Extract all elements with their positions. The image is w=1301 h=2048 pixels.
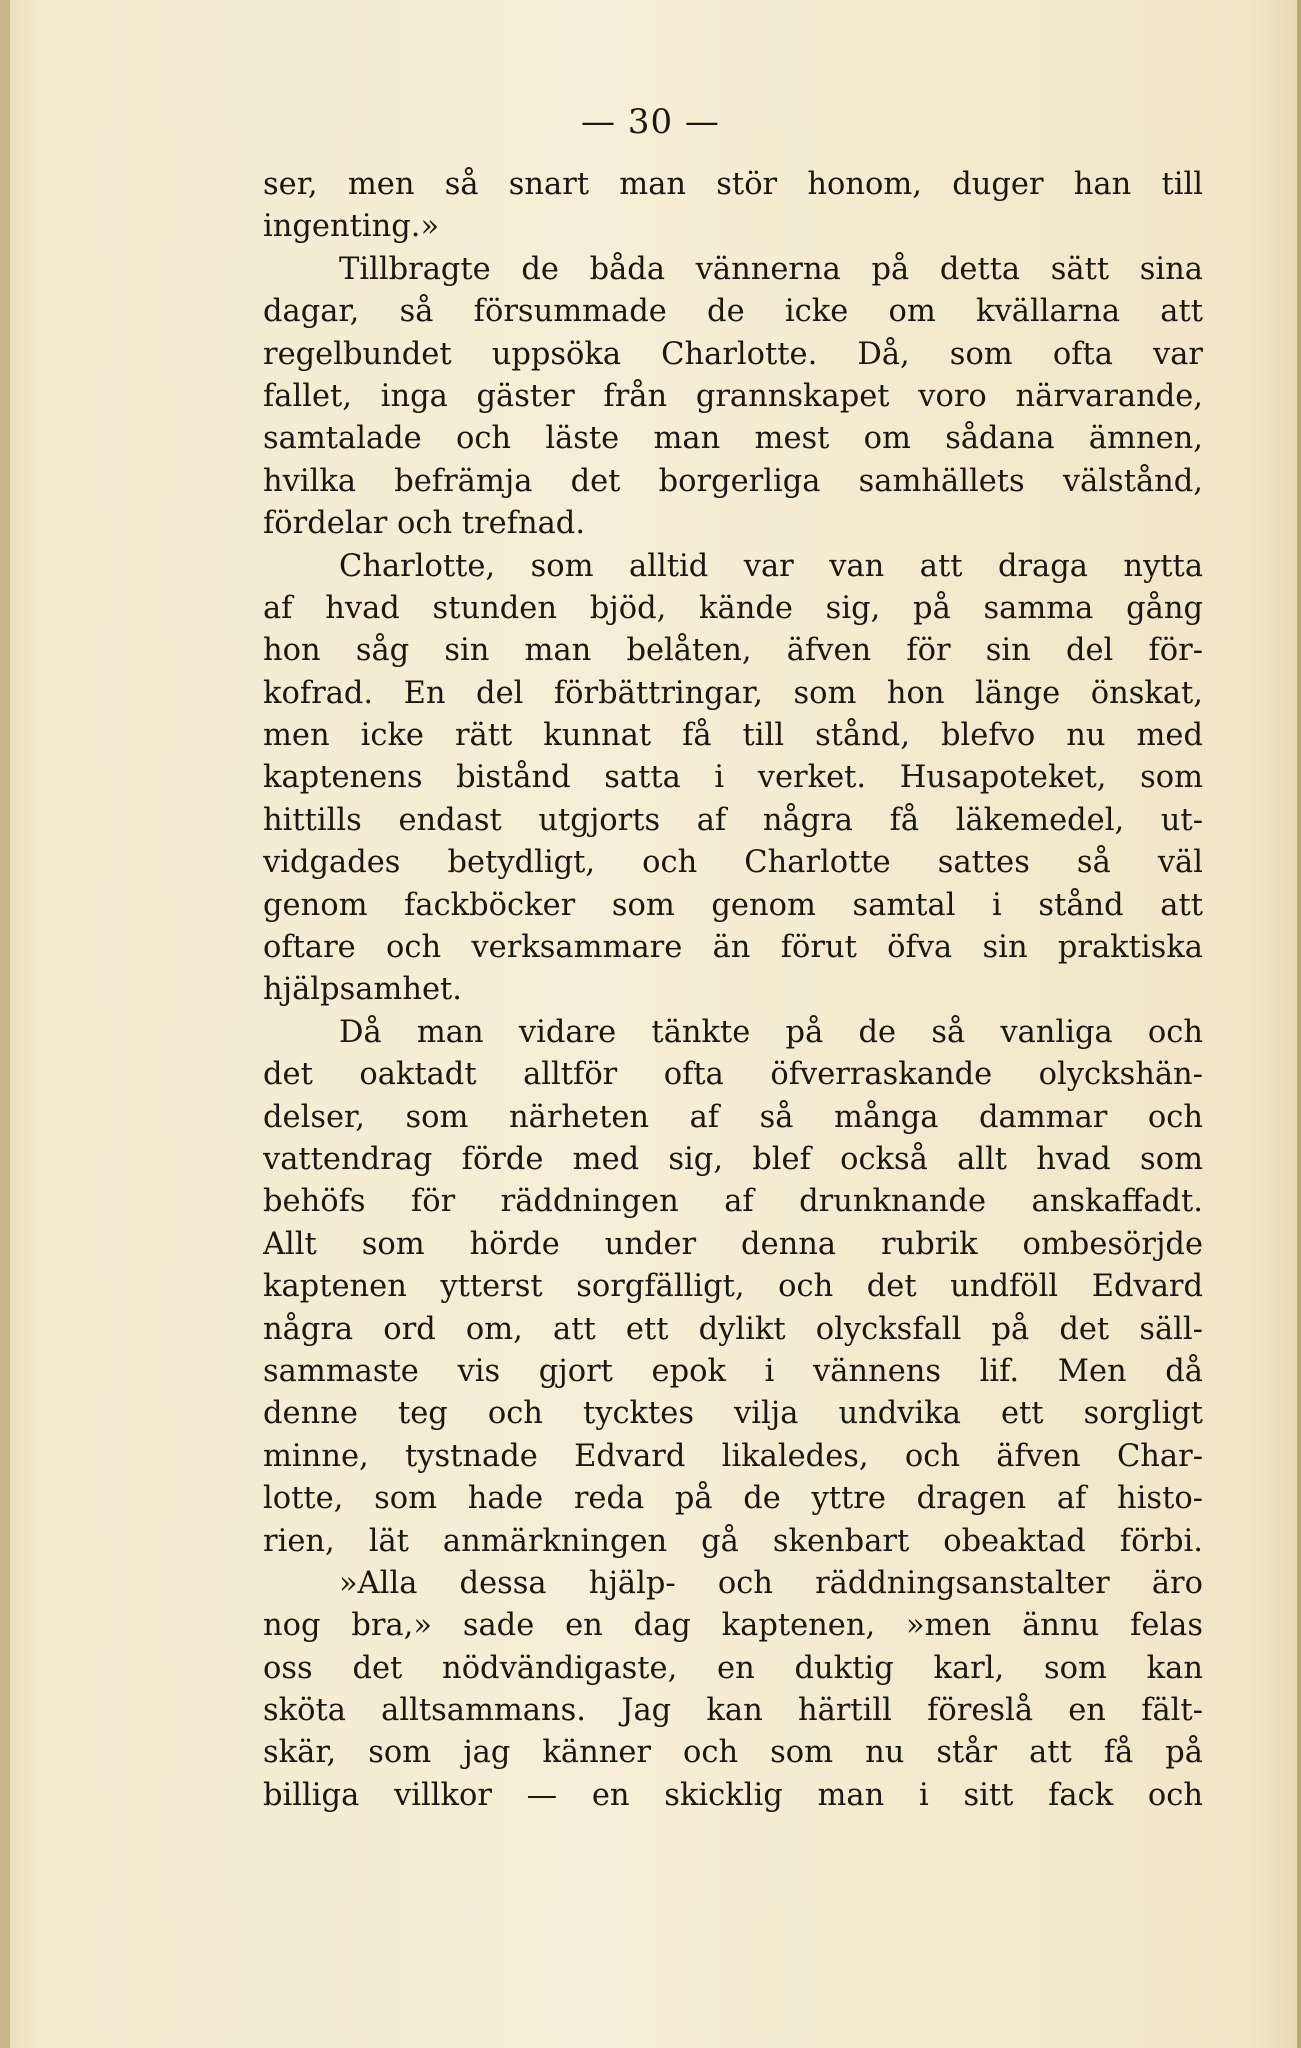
text-line: hittills endast utgjorts af några få läkemedel, ut- bbox=[263, 802, 1203, 838]
text-line: regelbundet uppsöka Charlotte. Då, som ofta var bbox=[263, 336, 1203, 372]
page-number: — 30 — bbox=[581, 102, 720, 142]
text-line: Allt som hörde under denna rubrik ombesörjde bbox=[263, 1226, 1203, 1262]
text-line: hvilka befrämja det borgerliga samhällets välstånd, bbox=[263, 463, 1203, 499]
text-line: vidgades betydligt, och Charlotte sattes så väl bbox=[263, 845, 1203, 881]
text-line: behöfs för räddningen af drunknande anskaffadt. bbox=[263, 1184, 1203, 1220]
text-line: Då man vidare tänkte på de så vanliga och bbox=[339, 1014, 1203, 1050]
text-line: billiga villkor — en skicklig man i sitt fack och bbox=[263, 1777, 1203, 1813]
text-line: sammaste vis gjort epok i vännens lif. Men då bbox=[263, 1353, 1203, 1389]
text-line: dagar, så försummade de icke om kvällarna att bbox=[263, 294, 1203, 330]
text-line: kofrad. En del förbättringar, som hon länge önskat, bbox=[263, 675, 1203, 711]
page-right-edge bbox=[1297, 0, 1301, 2048]
text-line: skär, som jag känner och som nu står att få på bbox=[263, 1735, 1203, 1771]
text-line: ingenting.» bbox=[263, 209, 440, 245]
text-line: kaptenen ytterst sorgfälligt, och det undföll Edvard bbox=[263, 1269, 1203, 1305]
text-line: af hvad stunden bjöd, kände sig, på samma gång bbox=[263, 590, 1203, 626]
text-line: det oaktadt alltför ofta öfverraskande olyckshän- bbox=[263, 1057, 1203, 1093]
text-line: några ord om, att ett dylikt olycksfall på det säll- bbox=[263, 1311, 1203, 1347]
text-line: minne, tystnade Edvard likaledes, och äfven Char- bbox=[263, 1438, 1203, 1474]
text-line: delser, som närheten af så många dammar och bbox=[263, 1099, 1203, 1135]
text-line: nog bra,» sade en dag kaptenen, »men ännu felas bbox=[263, 1608, 1203, 1644]
text-line: denne teg och tycktes vilja undvika ett sorgligt bbox=[263, 1396, 1203, 1432]
text-line: oss det nödvändigaste, en duktig karl, som kan bbox=[263, 1650, 1203, 1686]
text-line: rien, lät anmärkningen gå skenbart obeaktad förbi. bbox=[263, 1523, 1203, 1559]
text-line: kaptenens bistånd satta i verket. Husapoteket, som bbox=[263, 760, 1203, 796]
text-line: oftare och verksammare än förut öfva sin praktiska bbox=[263, 930, 1203, 966]
text-line: hon såg sin man belåten, äfven för sin del för- bbox=[263, 633, 1203, 669]
text-line: vattendrag förde med sig, blef också allt hvad som bbox=[263, 1141, 1203, 1177]
text-line: hjälpsamhet. bbox=[263, 972, 462, 1008]
text-line: fördelar och trefnad. bbox=[263, 506, 586, 542]
text-line: »Alla dessa hjälp- och räddningsanstalter äro bbox=[339, 1565, 1203, 1601]
text-line: Tillbragte de båda vännerna på detta sätt sina bbox=[339, 251, 1203, 287]
body-text bbox=[263, 164, 1203, 1817]
text-line: genom fackböcker som genom samtal i stånd att bbox=[263, 887, 1203, 923]
text-line: samtalade och läste man mest om sådana ämnen, bbox=[263, 421, 1203, 457]
page-binding-edge bbox=[0, 0, 10, 2048]
text-line: lotte, som hade reda på de yttre dragen af histo- bbox=[263, 1481, 1203, 1517]
text-line: Charlotte, som alltid var van att draga nytta bbox=[339, 548, 1203, 584]
text-line: fallet, inga gäster från grannskapet voro närvarande, bbox=[263, 378, 1203, 414]
text-line: ser, men så snart man stör honom, duger han till bbox=[263, 167, 1203, 202]
text-line: men icke rätt kunnat få till stånd, blefvo nu med bbox=[263, 718, 1203, 754]
text-line: sköta alltsammans. Jag kan härtill föreslå en fält- bbox=[263, 1693, 1203, 1729]
